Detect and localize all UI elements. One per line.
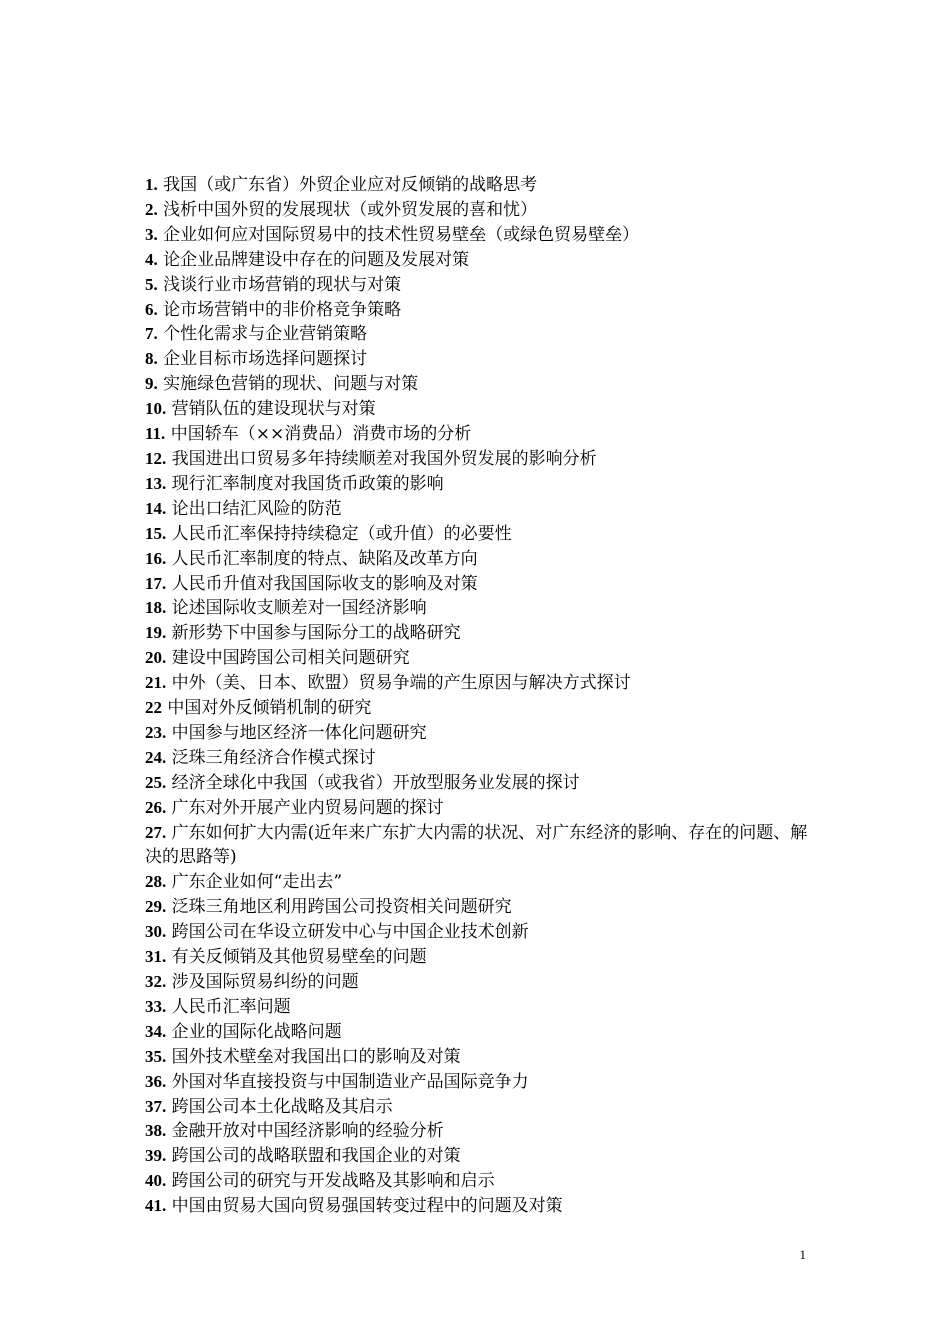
topic-number: 41. <box>145 1196 167 1216</box>
topic-text: 中国轿车（××消费品）消费市场的分析 <box>170 424 472 445</box>
topic-text: 外国对华直接投资与中国制造业产品国际竞争力 <box>171 1071 529 1092</box>
topic-text: 广东企业如何“走出去” <box>171 872 343 893</box>
topic-number: 1. <box>145 175 158 194</box>
topic-text: 跨国公司的战略联盟和我国企业的对策 <box>171 1146 461 1167</box>
topic-number: 8. <box>145 349 158 369</box>
topic-item <box>145 796 815 821</box>
topic-number: 19. <box>145 623 167 643</box>
topic-item <box>145 298 815 323</box>
topic-text: 企业如何应对国际贸易中的技术性贸易壁垒（或绿色贸易壁垒） <box>163 224 640 245</box>
topic-item <box>145 198 815 223</box>
topic-number: 9. <box>145 374 158 394</box>
topic-text: 企业目标市场选择问题探讨 <box>163 349 368 370</box>
topic-item <box>145 945 815 970</box>
topic-item <box>145 646 815 671</box>
topic-text: 经济全球化中我国（或我省）开放型服务业发展的探讨 <box>171 772 580 793</box>
topic-number: 25. <box>145 772 167 792</box>
topic-number: 18. <box>145 598 167 618</box>
topic-number: 11. <box>145 424 166 444</box>
topic-item <box>145 223 815 248</box>
topic-number: 23. <box>145 722 167 742</box>
topic-number: 16. <box>145 548 167 568</box>
topic-text: 中外（美、日本、欧盟）贸易争端的产生原因与解决方式探讨 <box>171 673 631 694</box>
topic-item <box>145 322 815 347</box>
topic-text: 我国（或广东省）外贸企业应对反倾销的战略思考 <box>163 175 538 195</box>
topic-text: 广东对外开展产业内贸易问题的探讨 <box>171 797 444 818</box>
topic-number: 26. <box>145 797 167 817</box>
topic-item <box>145 696 815 721</box>
topic-text: 人民币汇率制度的特点、缺陷及改革方向 <box>171 548 478 569</box>
topic-number: 34. <box>145 1021 167 1041</box>
topic-text: 现行汇率制度对我国货币政策的影响 <box>171 473 444 494</box>
topic-text: 涉及国际贸易纠纷的问题 <box>171 972 359 992</box>
topic-text: 跨国公司本土化战略及其启示 <box>171 1096 393 1117</box>
topic-number: 33. <box>145 996 167 1016</box>
topic-number: 13. <box>145 473 167 493</box>
topic-text: 新形势下中国参与国际分工的战略研究 <box>171 623 461 644</box>
topic-number: 14. <box>145 498 167 518</box>
topic-item <box>145 895 815 920</box>
topic-item <box>145 621 815 646</box>
topic-item <box>145 870 815 895</box>
topic-item <box>145 995 815 1020</box>
topic-number: 6. <box>145 299 158 319</box>
topic-text: 实施绿色营销的现状、问题与对策 <box>163 374 419 395</box>
topic-number: 29. <box>145 897 167 917</box>
topic-number: 30. <box>145 922 167 942</box>
topic-text: 人民币汇率保持持续稳定（或升值）的必要性 <box>171 523 512 544</box>
topic-text: 金融开放对中国经济影响的经验分析 <box>171 1121 444 1142</box>
topic-text: 企业的国际化战略问题 <box>171 1021 342 1042</box>
topic-item <box>145 1119 815 1144</box>
topic-item <box>145 248 815 273</box>
topic-list <box>145 173 815 1219</box>
topic-item <box>145 746 815 771</box>
topic-text: 人民币汇率问题 <box>171 996 291 1017</box>
topic-number: 20. <box>145 648 167 668</box>
topic-number: 21. <box>145 673 167 693</box>
topic-number: 3. <box>145 224 158 244</box>
topic-text: 泛珠三角地区利用跨国公司投资相关问题研究 <box>171 897 512 918</box>
topic-item <box>145 447 815 472</box>
topic-item <box>145 721 815 746</box>
topic-text: 论述国际收支顺差对一国经济影响 <box>171 598 427 619</box>
topic-item <box>145 1144 815 1169</box>
topic-number: 17. <box>145 573 167 593</box>
topic-number: 4. <box>145 249 158 269</box>
topic-item <box>145 497 815 522</box>
topic-number: 37. <box>145 1096 167 1116</box>
topic-text: 营销队伍的建设现状与对策 <box>171 399 376 420</box>
topic-item <box>145 397 815 422</box>
topic-number: 28. <box>145 872 167 892</box>
topic-number: 10. <box>145 399 167 419</box>
topic-number: 27. <box>145 822 167 842</box>
topic-number: 5. <box>145 274 158 294</box>
topic-number: 2. <box>145 199 158 219</box>
topic-text: 有关反倾销及其他贸易壁垒的问题 <box>171 947 427 968</box>
page-number: 1 <box>799 1247 806 1262</box>
topic-item <box>145 821 815 871</box>
topic-text: 泛珠三角经济合作模式探讨 <box>171 747 376 768</box>
topic-item <box>145 522 815 547</box>
topic-item <box>145 1020 815 1045</box>
topic-item <box>145 920 815 945</box>
topic-item <box>145 572 815 597</box>
topic-text: 国外技术壁垒对我国出口的影响及对策 <box>171 1046 461 1067</box>
topic-item <box>145 347 815 372</box>
topic-item <box>145 771 815 796</box>
topic-text: 跨国公司的研究与开发战略及其影响和启示 <box>171 1171 495 1192</box>
topic-number: 40. <box>145 1171 167 1191</box>
topic-item <box>145 671 815 696</box>
topic-text: 广东如何扩大内需(近年来广东扩大内需的状况、对广东经济的影响、存在的问题、解决的思路等) <box>145 822 808 868</box>
topic-item <box>145 970 815 995</box>
topic-number: 35. <box>145 1046 167 1066</box>
topic-item <box>145 1095 815 1120</box>
topic-number: 32. <box>145 972 167 991</box>
topic-item <box>145 372 815 397</box>
topic-item <box>145 596 815 621</box>
topic-text: 跨国公司在华设立研发中心与中国企业技术创新 <box>171 922 529 943</box>
topic-text: 建设中国跨国公司相关问题研究 <box>171 648 410 669</box>
topic-item <box>145 472 815 497</box>
topic-text: 人民币升值对我国国际收支的影响及对策 <box>171 573 478 594</box>
topic-number: 39. <box>145 1146 167 1166</box>
topic-number: 15. <box>145 523 167 543</box>
topic-number: 7. <box>145 324 158 344</box>
topic-item <box>145 273 815 298</box>
topic-text: 浅谈行业市场营销的现状与对策 <box>163 274 402 295</box>
topic-text: 论市场营销中的非价格竞争策略 <box>163 299 402 320</box>
topic-item <box>145 1070 815 1095</box>
topic-number: 31. <box>145 947 167 967</box>
topic-number: 22 <box>145 698 162 718</box>
topic-item <box>145 1045 815 1070</box>
topic-item <box>145 1194 815 1219</box>
topic-number: 38. <box>145 1121 167 1141</box>
topic-text: 浅析中国外贸的发展现状（或外贸发展的喜和忧） <box>163 199 538 220</box>
topic-item <box>145 547 815 572</box>
topic-text: 中国由贸易大国向贸易强国转变过程中的问题及对策 <box>171 1196 563 1217</box>
topic-text: 中国对外反倾销机制的研究 <box>167 698 372 719</box>
topic-text: 我国进出口贸易多年持续顺差对我国外贸发展的影响分析 <box>171 448 597 469</box>
topic-item <box>145 1169 815 1194</box>
topic-number: 12. <box>145 448 167 468</box>
topic-number: 36. <box>145 1071 167 1091</box>
topic-text: 论出口结汇风险的防范 <box>171 498 342 519</box>
topic-item <box>145 173 815 198</box>
topic-text: 中国参与地区经济一体化问题研究 <box>171 722 427 743</box>
topic-text: 个性化需求与企业营销策略 <box>163 324 368 345</box>
topic-item <box>145 422 815 447</box>
topic-text: 论企业品牌建设中存在的问题及发展对策 <box>163 249 470 270</box>
topic-number: 24. <box>145 747 167 767</box>
